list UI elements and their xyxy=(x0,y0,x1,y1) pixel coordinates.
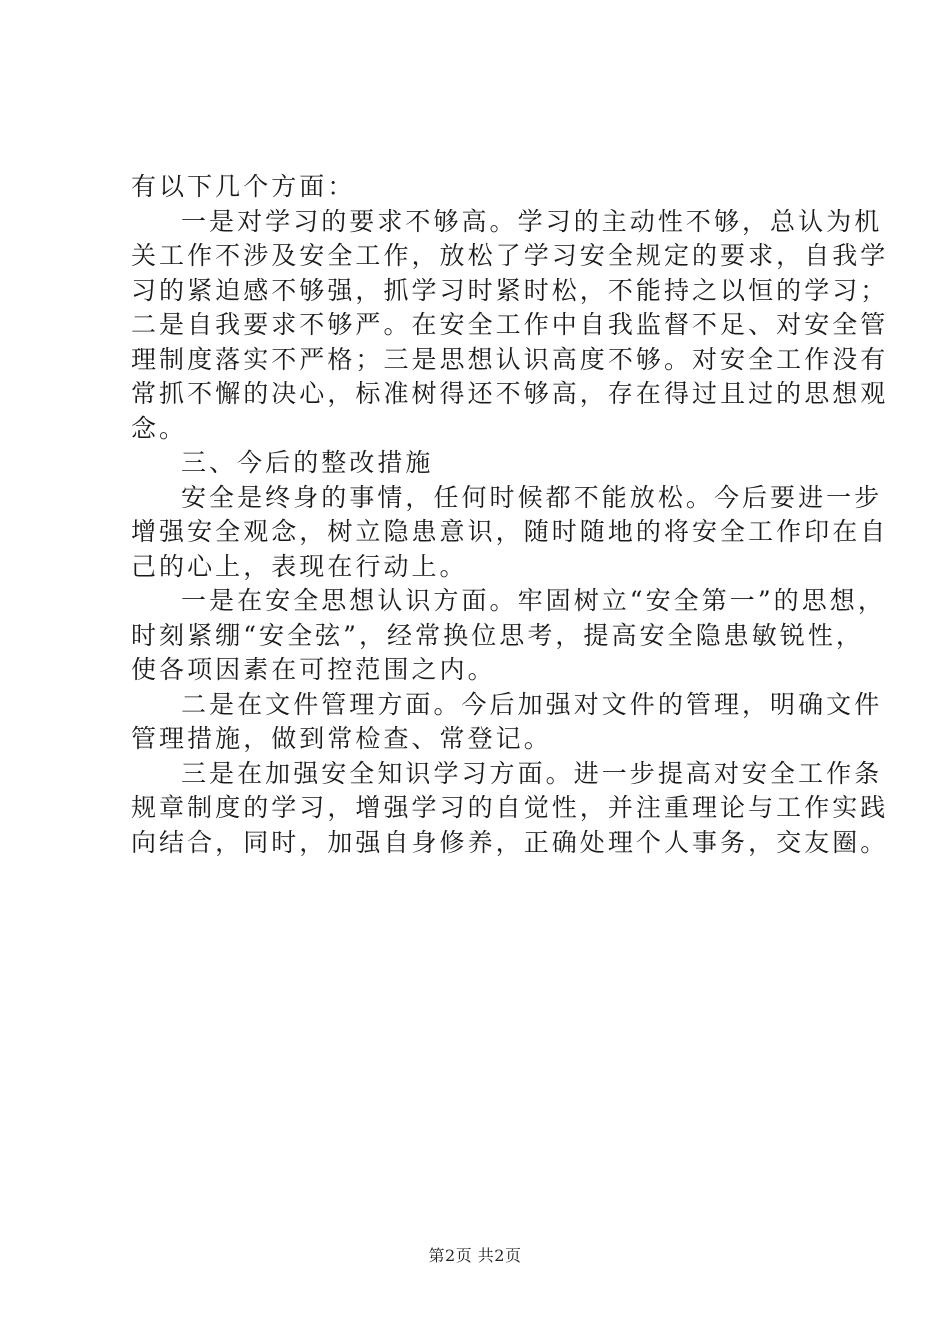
text-line: 习的紧迫感不够强，抓学习时紧时松，不能持之以恒的学习； xyxy=(131,275,889,305)
text-line: 有以下几个方面： xyxy=(131,172,356,201)
text-line: 理制度落实不严格；三是思想认识高度不够。对安全工作没有 xyxy=(131,344,889,374)
text-line: 二是在文件管理方面。今后加强对文件的管理，明确文件 xyxy=(181,689,883,719)
page-number-label: 第2页 共2页 xyxy=(428,1246,522,1265)
text-line: 使各项因素在可控范围之内。 xyxy=(131,655,496,684)
text-line: 三是在加强安全知识学习方面。进一步提高对安全工作条 xyxy=(181,758,883,788)
text-line: 己的心上，表现在行动上。 xyxy=(131,551,468,581)
text-line: 二是自我要求不够严。在安全工作中自我监督不足、对安全管 xyxy=(131,310,889,339)
text-line: 增强安全观念，树立隐患意识，随时随地的将安全工作印在自 xyxy=(131,517,889,546)
text-line: 常抓不懈的决心，标准树得还不够高，存在得过且过的思想观 xyxy=(131,379,889,408)
text-line: 规章制度的学习，增强学习的自觉性，并注重理论与工作实践 xyxy=(131,793,889,822)
document-body xyxy=(131,170,889,860)
text-line: 念。 xyxy=(131,413,188,443)
text-line: 一是在安全思想认识方面。牢固树立“安全第一”的思想， xyxy=(181,586,886,615)
text-line: 安全是终身的事情，任何时候都不能放松。今后要进一步 xyxy=(181,482,883,512)
text-line: 关工作不涉及安全工作，放松了学习安全规定的要求，自我学 xyxy=(131,241,889,270)
text-line: 向结合，同时，加强自身修养，正确处理个人事务，交友圈。 xyxy=(131,827,889,857)
section-heading: 三、今后的整改措施 xyxy=(181,448,434,477)
text-line: 时刻紧绷“安全弦”，经常换位思考，提高安全隐患敏锐性， xyxy=(131,620,864,650)
page-footer xyxy=(0,1243,950,1266)
text-line: 一是对学习的要求不够高。学习的主动性不够，总认为机 xyxy=(181,206,883,236)
text-line: 管理措施，做到常检查、常登记。 xyxy=(131,724,552,753)
